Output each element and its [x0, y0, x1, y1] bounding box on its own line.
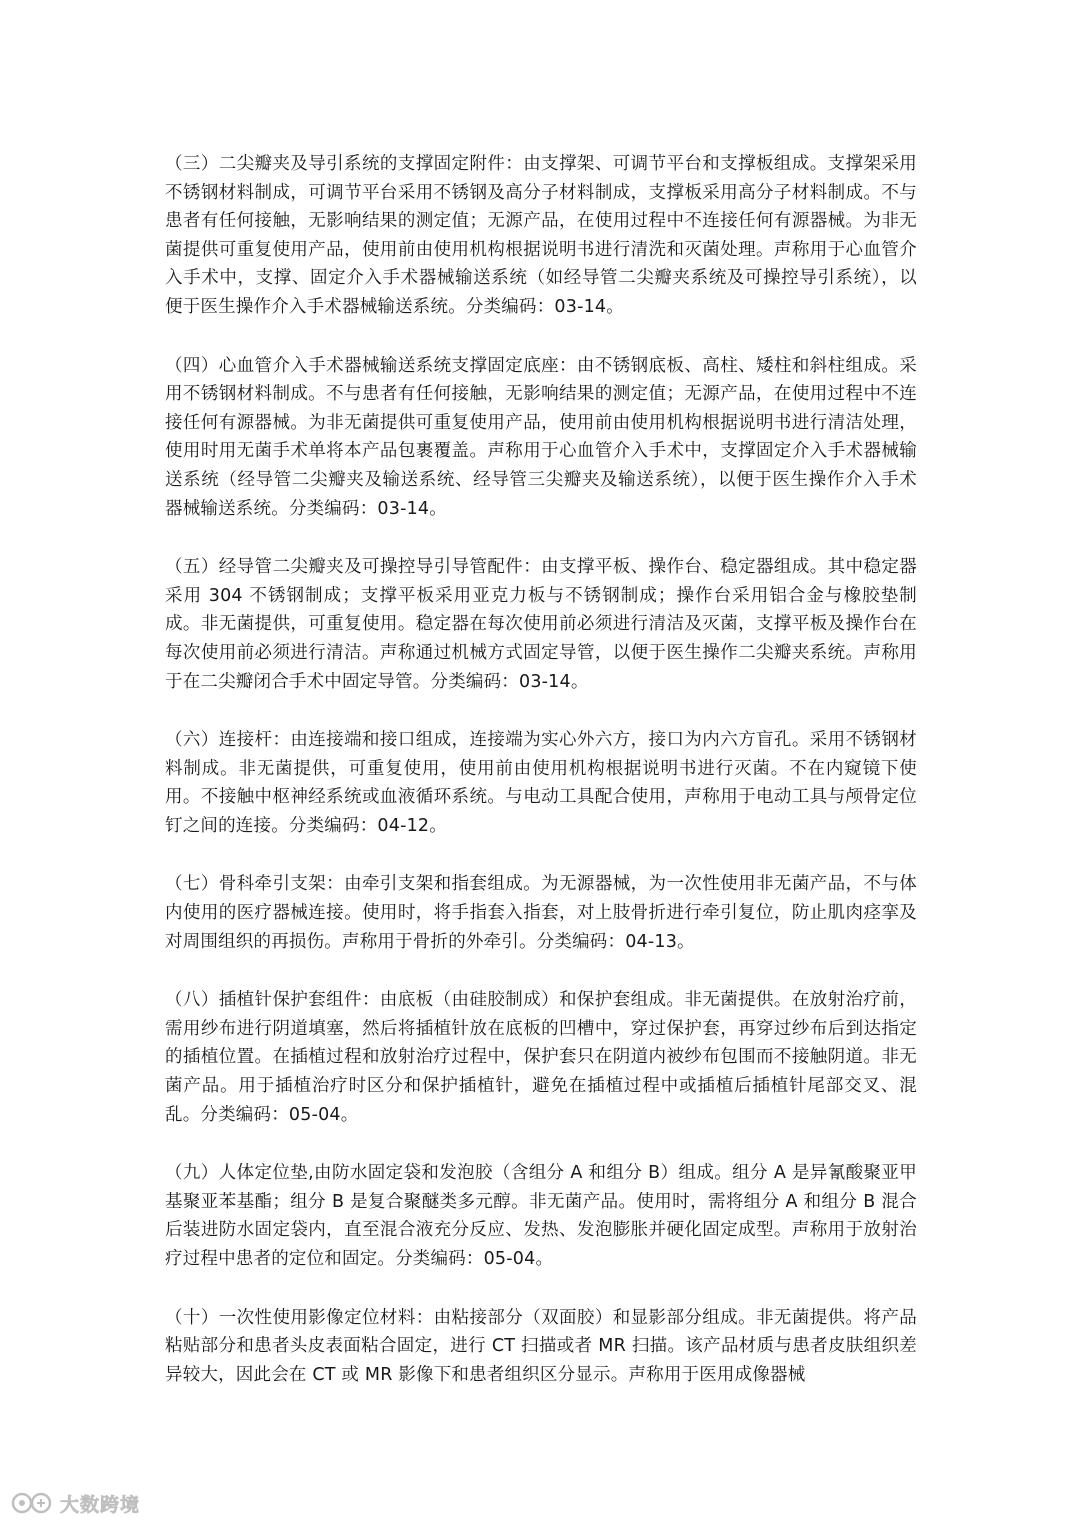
paragraph-8: （八）插植针保护套组件：由底板（由硅胶制成）和保护套组成。非无菌提供。在放射治疗前，需用纱布进行阴道填塞，然后将插植针放在底板的凹槽中，穿过保护套，再穿过纱布后到达指定的插植位置。在插植过程和放射治疗过程中，保护套只在阴道内被纱布包围而不接触阴道。非无菌产品。用于插植治疗时区分和保护插植针，避免在插植过程中或插植后插植针尾部交叉、混乱。分类编码：05-04。	[165, 990, 917, 1125]
logo-icon	[10, 1490, 54, 1516]
paragraph-3: （三）二尖瓣夹及导引系统的支撑固定附件：由支撑架、可调节平台和支撑板组成。支撑架采用不锈钢材料制成，可调节平台采用不锈钢及高分子材料制成，支撑板采用高分子材料制成。不与患者有任何接触，无影响结果的测定值；无源产品，在使用过程中不连接任何有源器械。为非无菌提供可重复使用产品，使用前由使用机构根据说明书进行清洗和灭菌处理。声称用于心血管介入手术中，支撑、固定介入手术器械输送系统（如经导管二尖瓣夹系统及可操控导引系统），以便于医生操作介入手术器械输送系统。分类编码：03-14。	[165, 154, 917, 317]
paragraph-9: （九）人体定位垫,由防水固定袋和发泡胶（含组分 A 和组分 B）组成。组分 A 是异氰酸聚亚甲基聚亚苯基酯；组分 B 是复合聚醚类多元醇。非无菌产品。使用时，需将组分 A 和组分 B 混合后装进防水固定袋内，直至混合液充分反应、发热、发泡膨胀并硬化固定成型。声称用于放射治疗过程中患者的定位和固定。分类编码：05-04。	[165, 1163, 917, 1269]
watermark-text: 大数跨境	[60, 1493, 141, 1516]
paragraph-6: （六）连接杆：由连接端和接口组成，连接端为实心外六方，接口为内六方盲孔。采用不锈钢材料制成。非无菌提供，可重复使用，使用前由使用机构根据说明书进行灭菌。不在内窥镜下使用。不接触中枢神经系统或血液循环系统。与电动工具配合使用，声称用于电动工具与颅骨定位钉之间的连接。分类编码：04-12。	[165, 730, 917, 836]
paragraph-4: （四）心血管介入手术器械输送系统支撑固定底座：由不锈钢底板、高柱、矮柱和斜柱组成。采用不锈钢材料制成。不与患者有任何接触，无影响结果的测定值；无源产品，在使用过程中不连接任何有源器械。为非无菌提供可重复使用产品，使用前由使用机构根据说明书进行清洁处理，使用时用无菌手术单将本产品包裹覆盖。声称用于心血管介入手术中，支撑固定介入手术器械输送系统（经导管二尖瓣夹及输送系统、经导管三尖瓣夹及输送系统），以便于医生操作介入手术器械输送系统。分类编码：03-14。	[165, 355, 917, 519]
watermark	[10, 1488, 140, 1518]
document-body	[165, 150, 917, 1419]
paragraph-10: （十）一次性使用影像定位材料：由粘接部分（双面胶）和显影部分组成。非无菌提供。将产品粘贴部分和患者头皮表面粘合固定，进行 CT 扫描或者 MR 扫描。该产品材质与患者皮肤组织差异较大，因此会在 CT 或 MR 影像下和患者组织区分显示。声称用于医用成像器械	[165, 1307, 917, 1385]
paragraph-7: （七）骨科牵引支架：由牵引支架和指套组成。为无源器械，为一次性使用非无菌产品，不与体内使用的医疗器械连接。使用时，将手指套入指套，对上肢骨折进行牵引复位，防止肌肉痉挛及对周围组织的再损伤。声称用于骨折的外牵引。分类编码：04-13。	[165, 874, 917, 952]
paragraph-5: （五）经导管二尖瓣夹及可操控导引导管配件：由支撑平板、操作台、稳定器组成。其中稳定器采用 304 不锈钢制成；支撑平板采用亚克力板与不锈钢制成；操作台采用铝合金与橡胶垫制成。非无菌提供，可重复使用。稳定器在每次使用前必须进行清洁及灭菌，支撑平板及操作台在每次使用前必须进行清洁。声称通过机械方式固定导管，以便于医生操作二尖瓣夹系统。声称用于在二尖瓣闭合手术中固定导管。分类编码：03-14。	[165, 557, 917, 692]
